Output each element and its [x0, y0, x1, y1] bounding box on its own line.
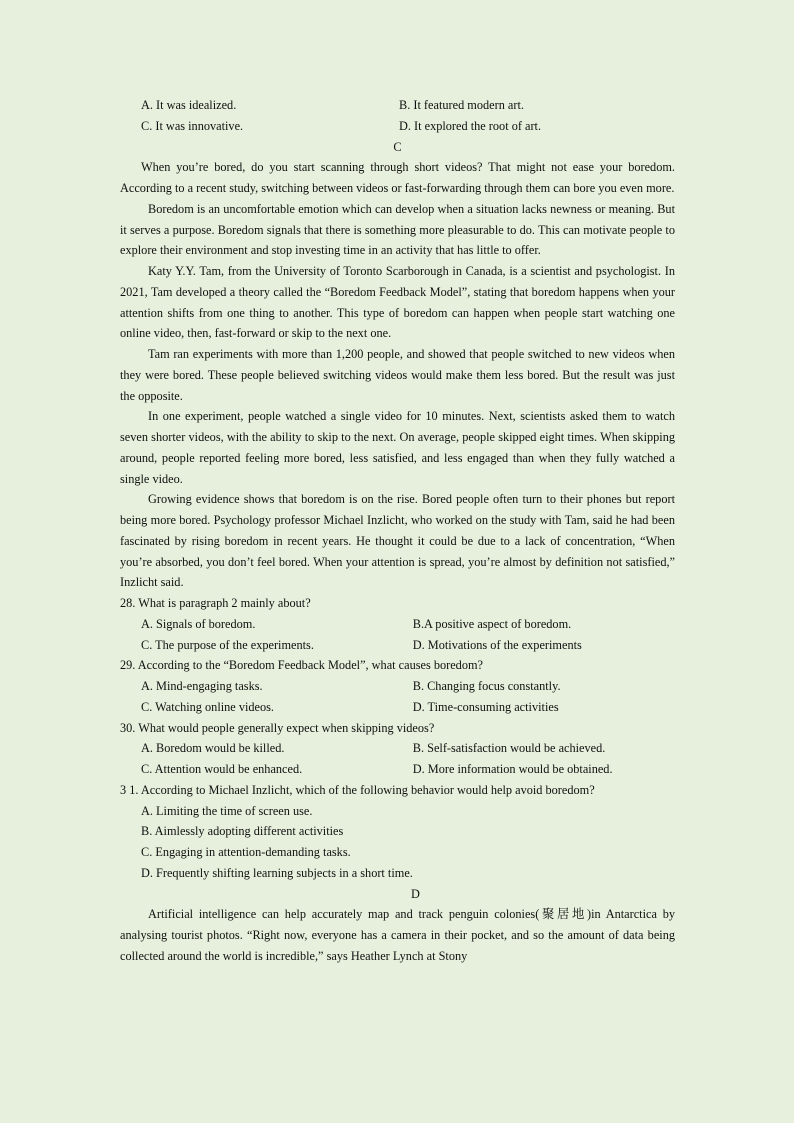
q31-option-d: D. Frequently shifting learning subjects in a short time.: [141, 865, 413, 880]
prev-option-c: C. It was innovative.: [141, 118, 244, 133]
question-28-options-row-2: [120, 635, 675, 656]
section-d-heading: D: [411, 886, 420, 901]
section-c-paragraph-5: In one experiment, people watched a single video for 10 minutes. Next, scientists asked them to watch seven shorter videos, with the ability to skip to the next. On average, people skipped eight times. When skipping around, people reported feeling more bored, less satisfied, and less engaged than when they fully watched a single video.: [120, 409, 675, 486]
prev-option-a: A. It was idealized.: [141, 98, 237, 112]
q31-option-b: B. Aimlessly adopting different activities: [141, 824, 344, 839]
q29-option-a: A. Mind-engaging tasks.: [141, 679, 263, 693]
section-c-paragraph-4: Tam ran experiments with more than 1,200 people, and showed that people switched to new videos when they were bored. These people believed switching videos would make them less bored. But the result was just the opposite.: [120, 347, 675, 403]
question-30-stem: 30. What would people generally expect when skipping videos?: [120, 720, 435, 735]
section-c-paragraph-2: Boredom is an uncomfortable emotion which can develop when a situation lacks newness or meaning. But it serves a purpose. Boredom signals that there is something more pleasurable to do. This can motivate people to explore their environment and stop investing time in an activity that has little to offer.: [120, 201, 675, 258]
q29-option-b: B. Changing focus constantly.: [412, 679, 561, 693]
q28-option-c: C. The purpose of the experiments.: [141, 637, 314, 652]
section-c-paragraph-1: When you’re bored, do you start scanning through short videos? That might not ease your boredom. According to a recent study, switching between videos or fast-forwarding through them can bore you even more.: [120, 160, 675, 195]
q30-option-a: A. Boredom would be killed.: [141, 741, 285, 756]
question-29-options-row-1: [120, 676, 675, 697]
question-31-stem: 3 1. According to Michael Inzlicht, which of the following behavior would help avoid boredom?: [120, 782, 595, 797]
q31-option-c: C. Engaging in attention-demanding tasks.: [141, 845, 351, 859]
section-c-paragraph-6: Growing evidence shows that boredom is on the rise. Bored people often turn to their phones but report being more bored. Psychology professor Michael Inzlicht, who worked on the study with Tam, said he had been fascinated by rising boredom in recent years. He thought it could be due to a lack of concentration, “When you’re absorbed, you don’t feel bored. When your attention is spread, you’re almost by definition not satisfied,” Inzlicht said.: [120, 492, 675, 590]
prev-option-d: D. It explored the root of art.: [399, 118, 542, 133]
section-c-heading: C: [393, 139, 402, 154]
q29-option-c: C. Watching online videos.: [141, 699, 275, 714]
section-d-paragraph-1: Artificial intelligence can help accurately map and track penguin colonies(聚居地)in Antarctica by analysing tourist photos. “Right now, everyone has a camera in their pocket, and so the amount of data being collected around the world is incredible,” says Heather Lynch at Stony: [120, 907, 675, 963]
q31-option-a: A. Limiting the time of screen use.: [141, 803, 313, 818]
q28-option-b: B.A positive aspect of boredom.: [412, 616, 572, 631]
question-29-options-row-2: [120, 697, 675, 718]
q30-option-d: D. More information would be obtained.: [412, 762, 613, 776]
q29-option-d: D. Time-consuming activities: [412, 699, 559, 714]
q28-option-a: A. Signals of boredom.: [141, 616, 256, 631]
prev-options-row-2: [120, 116, 675, 137]
prev-options-row-1: [120, 95, 675, 116]
q28-option-d: D. Motivations of the experiments: [412, 637, 582, 652]
page-content: [120, 95, 675, 967]
q30-option-b: B. Self-satisfaction would be achieved.: [412, 741, 606, 756]
question-28-options-row-1: [120, 614, 675, 635]
prev-option-b: B. It featured modern art.: [399, 98, 524, 112]
question-28-stem: 28. What is paragraph 2 mainly about?: [120, 596, 311, 610]
q30-option-c: C. Attention would be enhanced.: [141, 762, 303, 776]
question-30-options-row-1: [120, 738, 675, 759]
question-30-options-row-2: [120, 759, 675, 780]
question-29-stem: 29. According to the “Boredom Feedback Model”, what causes boredom?: [120, 658, 483, 673]
section-c-paragraph-3: Katy Y.Y. Tam, from the University of Toronto Scarborough in Canada, is a scientist and psychologist. In 2021, Tam developed a theory called the “Boredom Feedback Model”, stating that boredom happens when your attention shifts from one thing to another. This type of boredom can happen when people start watching one online video, then, fast-forward or skip to the next one.: [120, 264, 675, 341]
